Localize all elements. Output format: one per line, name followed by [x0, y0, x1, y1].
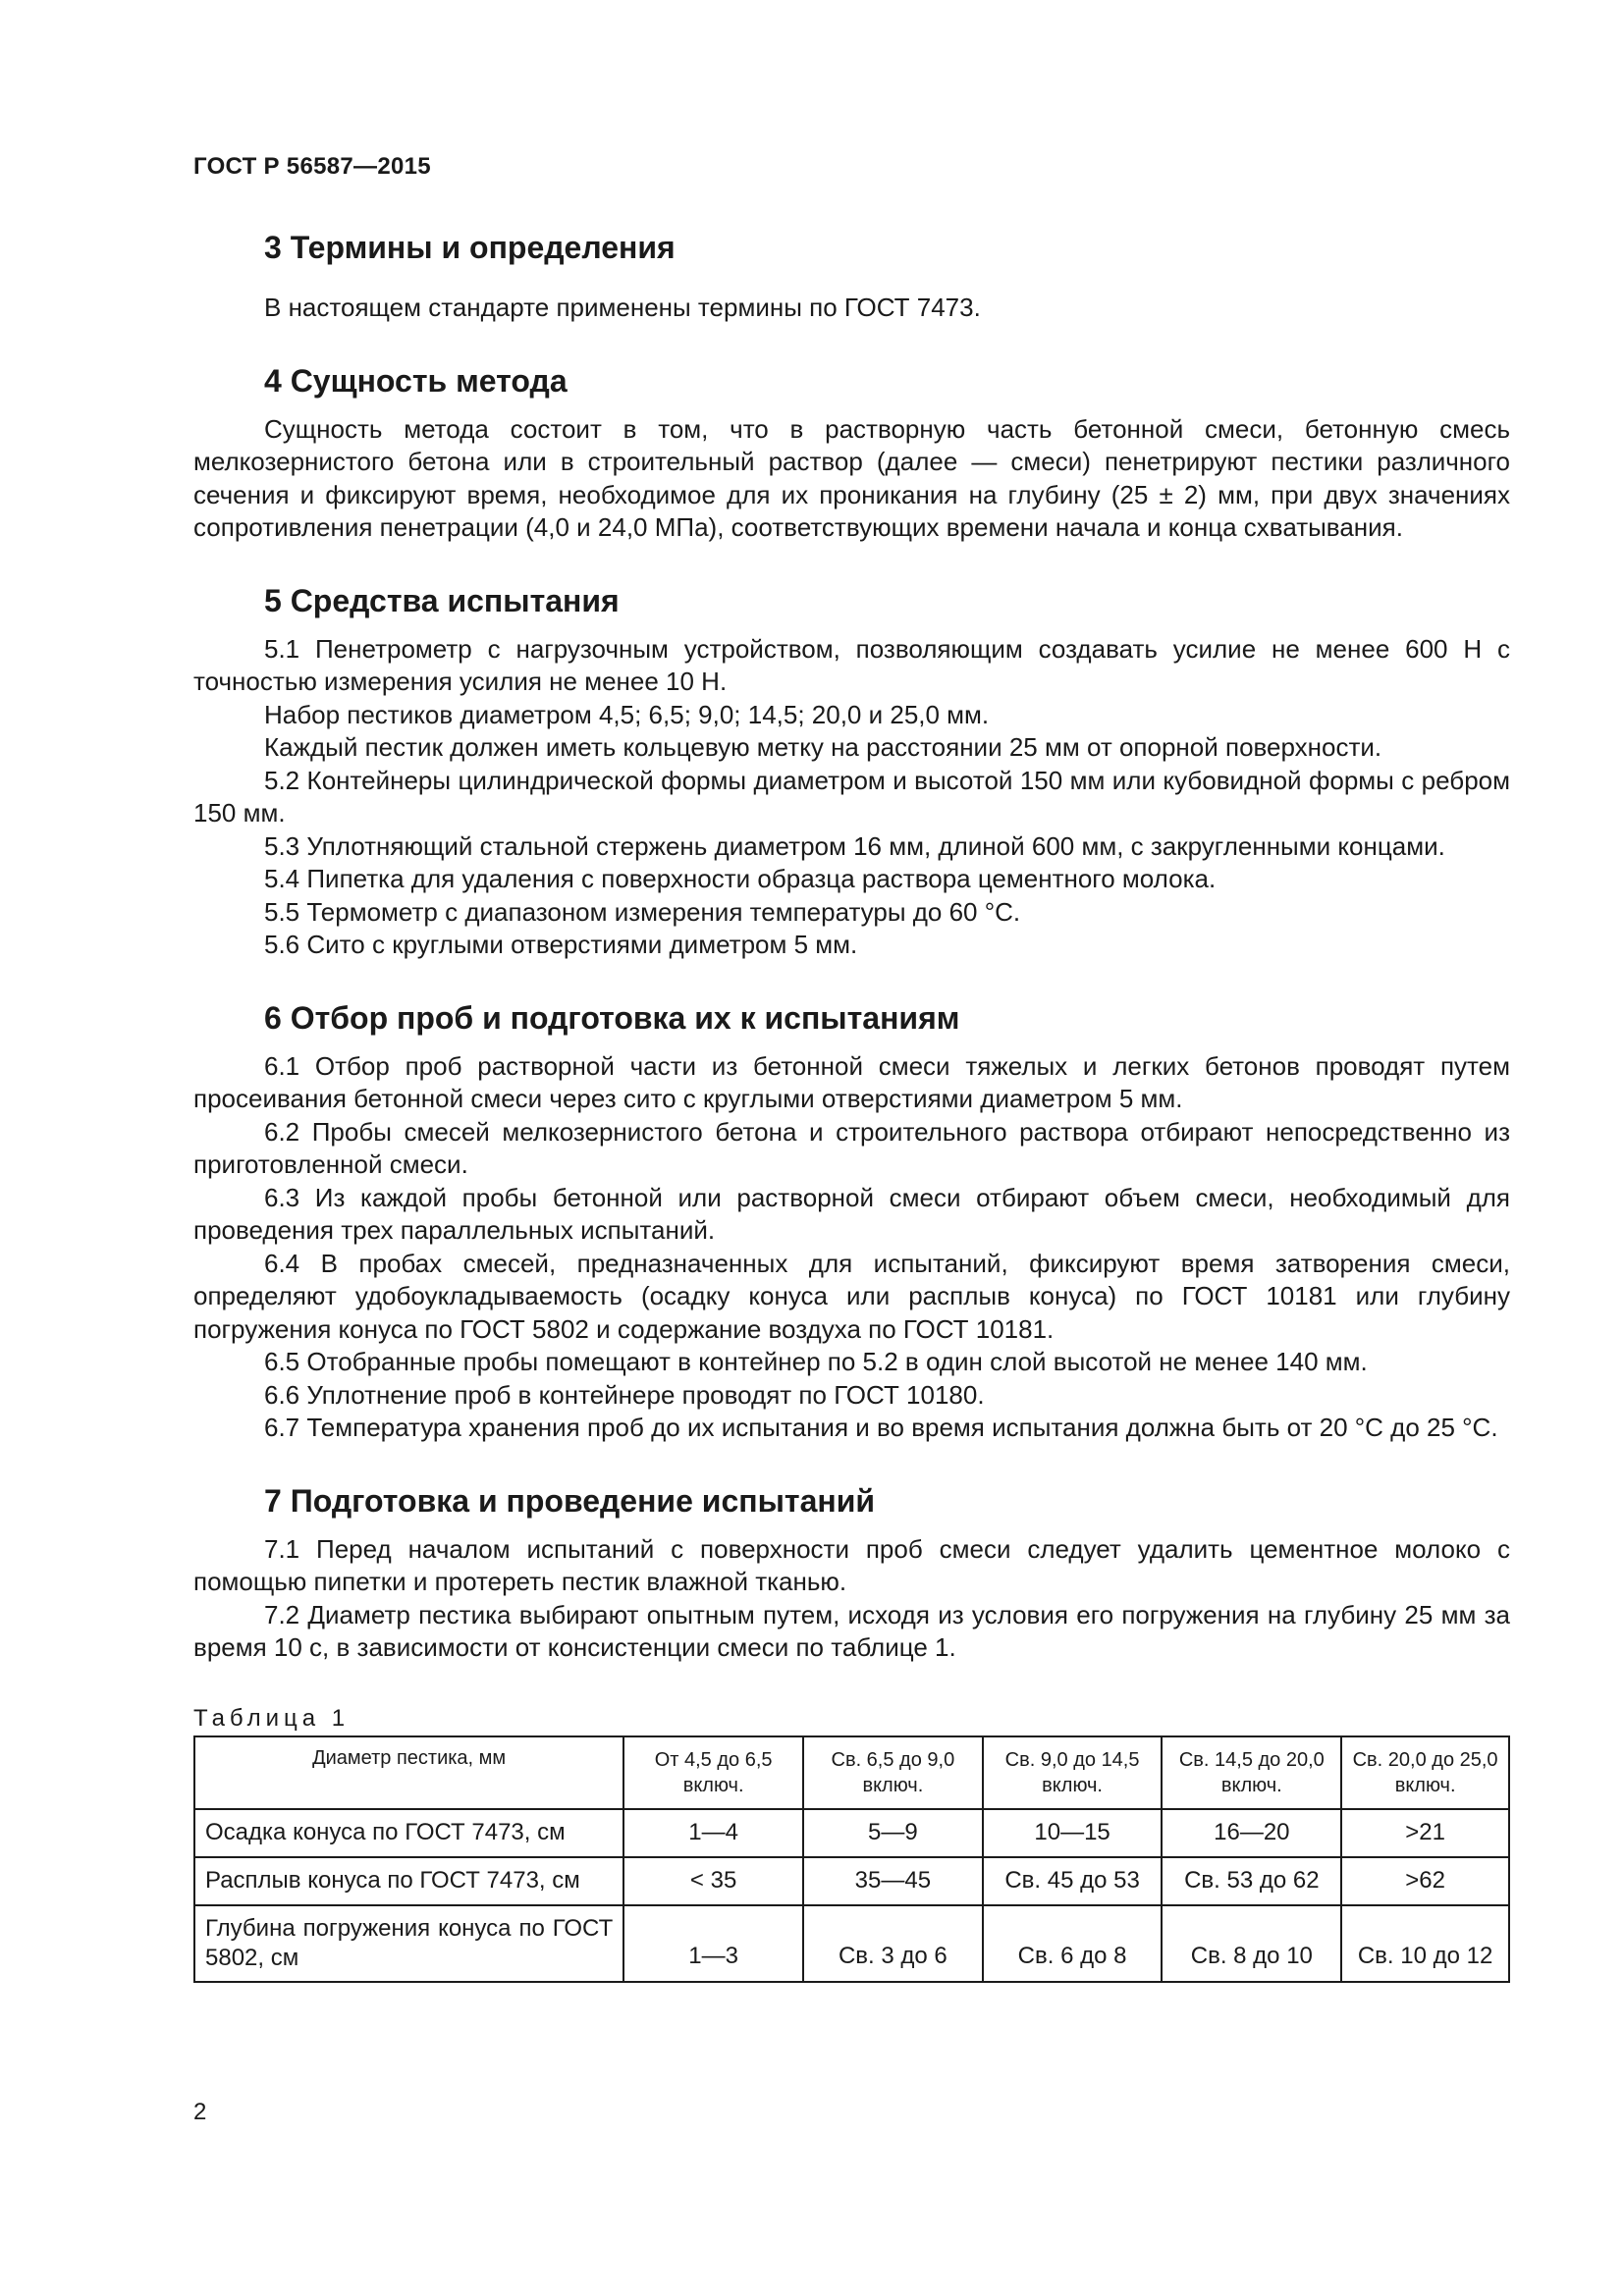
section-5-title: 5 Средства испытания: [264, 582, 620, 618]
section-5-item: Каждый пестик должен иметь кольцевую метку на расстоянии 25 мм от опорной поверхности.: [264, 732, 1382, 762]
section-5-item: 5.3 Уплотняющий стальной стержень диаметром 16 мм, длиной 600 мм, с закругленными концами.: [264, 830, 1445, 861]
table-header-cell: Св. 20,0 до 25,0 включ.: [1341, 1736, 1509, 1809]
table-cell: 5—9: [803, 1809, 983, 1857]
table-cell: >21: [1341, 1809, 1509, 1857]
section-5-item: 5.1 Пенетрометр с нагрузочным устройством, позволяющим создавать усилие не менее 600 Н с точностью измерения усилия не менее 10 Н.: [193, 633, 1510, 696]
section-7-item: 7.2 Диаметр пестика выбирают опытным путем, исходя из условия его погружения на глубину 25 мм за время 10 с, в зависимости от консистенции смеси по таблице 1.: [193, 1599, 1510, 1662]
section-6-item: 6.5 Отобранные пробы помещают в контейнер по 5.2 в один слой высотой не менее 140 мм.: [264, 1347, 1368, 1376]
table-cell: < 35: [623, 1857, 803, 1905]
section-7-title: 7 Подготовка и проведение испытаний: [264, 1482, 876, 1519]
section-6-item: 6.2 Пробы смесей мелкозернистого бетона и строительного раствора отбирают непосредственно из приготовленной смеси.: [193, 1116, 1510, 1179]
section-6-item: 6.4 В пробах смесей, предназначенных для испытаний, фиксируют время затворения смеси, определяют удобоукладываемость (осадку конуса или расплыв конуса) по ГОСТ 10181 или глубину погружения конуса по ГОСТ 5802 и содержание воздуха по ГОСТ 10181.: [193, 1248, 1510, 1344]
page-number: 2: [193, 2099, 207, 2125]
table-header-cell: От 4,5 до 6,5 включ.: [623, 1736, 803, 1809]
table-cell: 1—4: [623, 1809, 803, 1857]
section-5-item: 5.4 Пипетка для удаления с поверхности образца раствора цементного молока.: [264, 864, 1217, 893]
section-5-item: 5.2 Контейнеры цилиндрической формы диаметром и высотой 150 мм или кубовидной формы с ребром 150 мм.: [193, 765, 1510, 828]
section-7-item: 7.1 Перед началом испытаний с поверхности проб смеси следует удалить цементное молоко с помощью пипетки и протереть пестик влажной тканью.: [193, 1533, 1510, 1596]
section-6-item: 6.7 Температура хранения проб до их испытания и во время испытания должна быть от 20 °С до 25 °С.: [264, 1413, 1498, 1442]
section-6-title: 6 Отбор проб и подготовка их к испытаниям: [264, 999, 960, 1036]
section-4-paragraph: Сущность метода состоит в том, что в растворную часть бетонной смеси, бетонную смесь мелкозернистого бетона или в строительный раствор (далее — смеси) пенетрируют пестики различного сечения и фиксируют время, необходимое для их проникания на глубину (25 ± 2) мм, при двух значениях сопротивления пенетрации (4,0 и 24,0 МПа), соответствующих времени начала и конца схватывания.: [193, 413, 1510, 542]
section-3-title: 3 Термины и определения: [264, 230, 676, 265]
document-content: [193, 223, 1510, 1983]
section-5-item: Набор пестиков диаметром 4,5; 6,5; 9,0; 14,5; 20,0 и 25,0 мм.: [264, 699, 990, 729]
table-header-row: [194, 1736, 1509, 1809]
table-cell: Св. 53 до 62: [1162, 1857, 1341, 1905]
table-cell: Расплыв конуса по ГОСТ 7473, см: [194, 1857, 623, 1905]
table-cell: 16—20: [1162, 1809, 1341, 1857]
table-cell: >62: [1341, 1857, 1509, 1905]
table-cell: 35—45: [803, 1857, 983, 1905]
table-cell: Св. 10 до 12: [1341, 1905, 1509, 1982]
table-header-cell: Св. 6,5 до 9,0 включ.: [803, 1736, 983, 1809]
table-caption: Таблица 1: [193, 1704, 351, 1732]
table-row: [194, 1857, 1509, 1905]
table-header-cell: Диаметр пестика, мм: [194, 1736, 623, 1809]
document-id: ГОСТ Р 56587—2015: [193, 153, 431, 180]
section-3-paragraph: В настоящем стандарте применены термины по ГОСТ 7473.: [264, 293, 981, 322]
section-4-title: 4 Сущность метода: [264, 362, 568, 399]
section-6-item: 6.3 Из каждой пробы бетонной или растворной смеси отбирают объем смеси, необходимый для проведения трех параллельных испытаний.: [193, 1182, 1510, 1245]
table-cell: Св. 6 до 8: [983, 1905, 1163, 1982]
table-cell: 1—3: [623, 1905, 803, 1982]
section-6-item: 6.1 Отбор проб растворной части из бетонной смеси тяжелых и легких бетонов проводят путем просеивания бетонной смеси через сито с круглыми отверстиями диаметром 5 мм.: [193, 1050, 1510, 1113]
table-row: [194, 1905, 1509, 1982]
table-cell: 10—15: [983, 1809, 1163, 1857]
table-cell: Св. 3 до 6: [803, 1905, 983, 1982]
specification-table: [193, 1735, 1510, 1983]
table-header-cell: Св. 14,5 до 20,0 включ.: [1162, 1736, 1341, 1809]
table-cell: Осадка конуса по ГОСТ 7473, см: [194, 1809, 623, 1857]
section-5-item: 5.5 Термометр с диапазоном измерения температуры до 60 °С.: [264, 896, 1021, 927]
table-header-cell: Св. 9,0 до 14,5 включ.: [983, 1736, 1163, 1809]
table-cell: Св. 45 до 53: [983, 1857, 1163, 1905]
table-row: [194, 1809, 1509, 1857]
section-6-item: 6.6 Уплотнение проб в контейнере проводят по ГОСТ 10180.: [264, 1379, 985, 1410]
section-5-item: 5.6 Сито с круглыми отверстиями диметром 5 мм.: [264, 930, 858, 959]
table-cell: Св. 8 до 10: [1162, 1905, 1341, 1982]
table-cell: Глубина погружения конуса по ГОСТ 5802, см: [194, 1905, 623, 1982]
